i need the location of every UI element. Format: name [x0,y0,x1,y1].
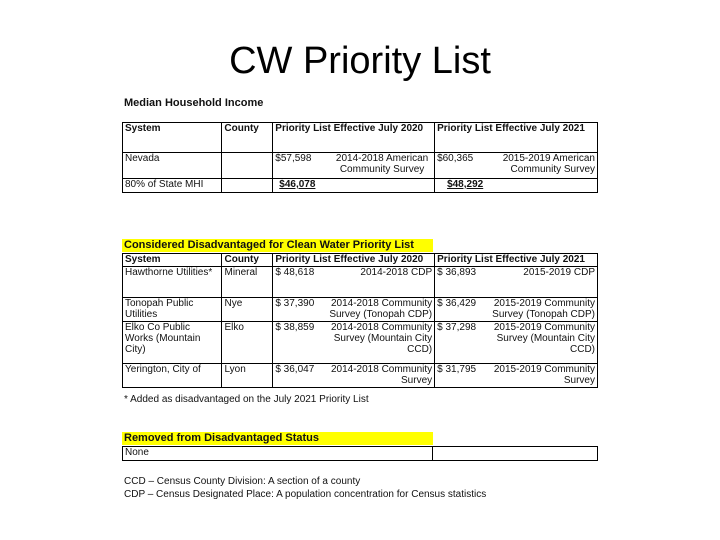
legend-ccd: CCD – Census County Division: A section of a county [124,476,361,487]
mhi-header-county: County [222,123,273,153]
mhi-cell-system: Nevada [123,153,222,179]
disadvantaged-value-2020: $ 36,047 [275,364,315,375]
removed-table [122,446,598,461]
disadvantaged-cell-county: Nye [222,298,273,322]
disadvantaged-header-county: County [222,254,273,267]
mhi-cell-2021 [435,153,598,179]
mhi-value-2020: $46,078 [279,179,316,190]
table-row [123,153,598,179]
disadvantaged-header-row [123,254,598,267]
disadvantaged-heading: Considered Disadvantaged for Clean Water Priority List [122,239,433,252]
table-row [123,267,598,298]
disadvantaged-footnote: * Added as disadvantaged on the July 2021 Priority List [124,394,369,405]
disadvantaged-source-2021: 2015-2019 Community Survey (Tonopah CDP) [492,298,595,320]
mhi-header-row [123,123,598,153]
disadvantaged-cell-system: Elko Co Public Works (Mountain City) [123,322,222,364]
mhi-source-2021-years: 2015-2019 [502,153,551,164]
table-row [123,179,598,193]
disadvantaged-cell-2021 [435,322,598,364]
disadvantaged-cell-county: Mineral [222,267,273,298]
mhi-header-system: System [123,123,222,153]
slide-title: CW Priority List [229,40,491,82]
disadvantaged-value-2020: $ 37,390 [275,298,315,309]
table-row [123,447,598,461]
mhi-cell-county [222,179,273,193]
disadvantaged-source-2020: 2014-2018 Community Survey [330,364,433,386]
table-row [123,298,598,322]
mhi-header-2020: Priority List Effective July 2020 [273,123,435,153]
disadvantaged-value-2021: $ 31,795 [437,364,477,375]
disadvantaged-value-2021: $ 37,298 [437,322,477,333]
disadvantaged-cell-county: Elko [222,322,273,364]
disadvantaged-source-2021: 2015-2019 CDP [523,267,595,278]
disadvantaged-cell-2021 [435,364,598,388]
disadvantaged-source-2021: 2015-2019 Community Survey (Mountain City CCD) [493,322,595,355]
disadvantaged-source-2020: 2014-2018 CDP [360,267,433,278]
disadvantaged-value-2021: $ 36,893 [437,267,477,278]
mhi-heading: Median Household Income [124,97,264,109]
disadvantaged-cell-2020 [273,364,435,388]
disadvantaged-cell-2021 [435,298,598,322]
table-row [123,322,598,364]
disadvantaged-cell-system: Hawthorne Utilities* [123,267,222,298]
mhi-table [122,122,598,193]
disadvantaged-header-2021: Priority List Effective July 2021 [435,254,598,267]
disadvantaged-source-2020: 2014-2018 Community Survey (Tonopah CDP) [329,298,433,320]
disadvantaged-table [122,253,598,388]
disadvantaged-source-2021: 2015-2019 Community Survey [493,364,595,386]
disadvantaged-cell-system: Yerington, City of [123,364,222,388]
disadvantaged-value-2020: $ 38,859 [275,322,315,333]
mhi-cell-2020 [273,153,435,179]
disadvantaged-cell-2020 [273,322,435,364]
mhi-source-2020: 2014-2018 American Community Survey [335,153,429,175]
mhi-value-2020: $57,598 [275,153,312,164]
disadvantaged-cell-2020 [273,298,435,322]
mhi-value-2021: $48,292 [447,179,484,190]
mhi-cell-2020 [273,179,435,193]
disadvantaged-header-2020: Priority List Effective July 2020 [273,254,435,267]
mhi-cell-2021 [435,179,598,193]
mhi-value-2021: $60,365 [437,153,474,164]
disadvantaged-value-2021: $ 36,429 [437,298,477,309]
disadvantaged-cell-system: Tonopah Public Utilities [123,298,222,322]
mhi-cell-county [222,153,273,179]
removed-cell-system: None [123,447,433,461]
mhi-cell-system: 80% of State MHI [123,179,222,193]
disadvantaged-cell-county: Lyon [222,364,273,388]
table-row [123,364,598,388]
disadvantaged-cell-2020 [273,267,435,298]
disadvantaged-header-system: System [123,254,222,267]
removed-heading: Removed from Disadvantaged Status [122,432,433,445]
disadvantaged-source-2020: 2014-2018 Community Survey (Mountain City CCD) [330,322,433,355]
disadvantaged-value-2020: $ 48,618 [275,267,315,278]
legend-cdp: CDP – Census Designated Place: A population concentration for Census statistics [124,489,487,500]
disadvantaged-cell-2021 [435,267,598,298]
mhi-header-2021: Priority List Effective July 2021 [435,123,598,153]
removed-cell-empty [433,447,598,461]
mhi-source-2021-name: American Community Survey [510,153,595,175]
